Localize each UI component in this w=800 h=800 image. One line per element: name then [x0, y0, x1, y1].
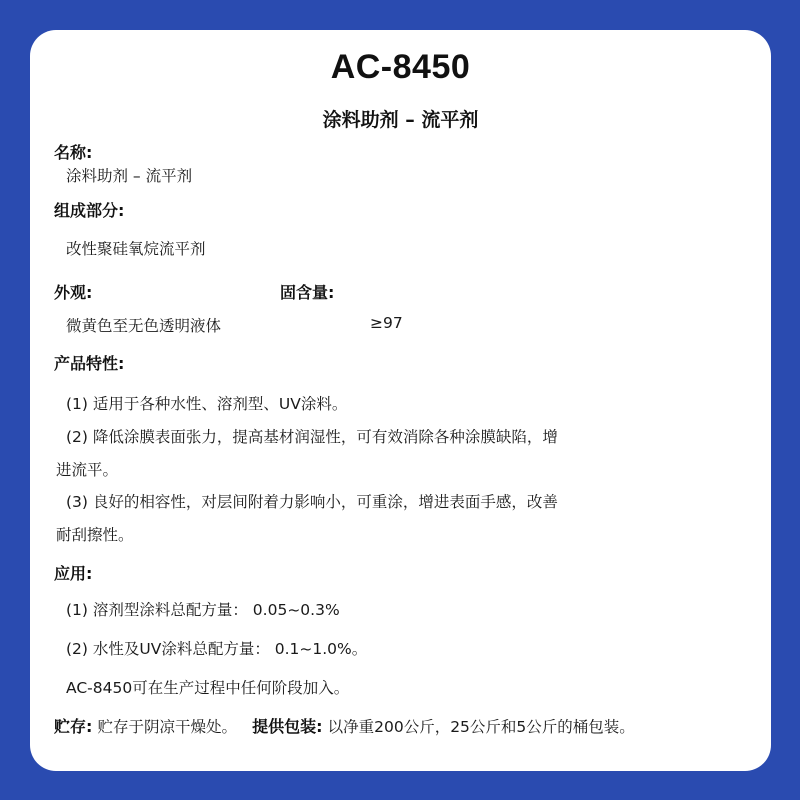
appearance-label: 外观: — [54, 283, 93, 302]
packaging-value: 以净重200公斤，25公斤和5公斤的桶包装。 — [327, 718, 635, 736]
application-label: 应用: — [54, 564, 93, 583]
product-code-title: AC-8450 — [330, 48, 471, 86]
product-subtitle: 涂料助剂 – 流平剂 — [322, 109, 479, 131]
feature-line: (1) 适用于各种水性、溶剂型、UV涂料。 — [66, 395, 348, 413]
application-line: (1) 溶剂型涂料总配方量： 0.05~0.3% — [66, 601, 340, 619]
application-line: (2) 水性及UV涂料总配方量： 0.1~1.0%。 — [66, 640, 368, 658]
composition-label: 组成部分: — [54, 201, 125, 220]
composition-value: 改性聚硅氧烷流平剂 — [66, 240, 206, 258]
product-info-card — [30, 30, 771, 771]
feature-line: (3) 良好的相容性，对层间附着力影响小，可重涂，增进表面手感，改善 — [66, 493, 558, 511]
solid-content-value: ≥97 — [370, 314, 403, 332]
features-label: 产品特性: — [54, 354, 125, 373]
application-line: AC-8450可在生产过程中任何阶段加入。 — [66, 679, 350, 697]
storage-packaging-row — [54, 714, 635, 737]
storage-value: 贮存于阴凉干燥处。 — [97, 718, 238, 736]
feature-line: 进流平。 — [56, 461, 119, 479]
name-label: 名称: — [54, 143, 93, 162]
appearance-value: 微黄色至无色透明液体 — [66, 317, 222, 335]
storage-label: 贮存: — [54, 717, 93, 736]
packaging-label: 提供包装: — [252, 717, 323, 736]
feature-line: 耐刮擦性。 — [56, 526, 134, 544]
solid-content-label: 固含量: — [280, 283, 335, 302]
name-value: 涂料助剂 – 流平剂 — [66, 167, 193, 185]
feature-line: (2) 降低涂膜表面张力，提高基材润湿性，可有效消除各种涂膜缺陷，增 — [66, 428, 558, 446]
